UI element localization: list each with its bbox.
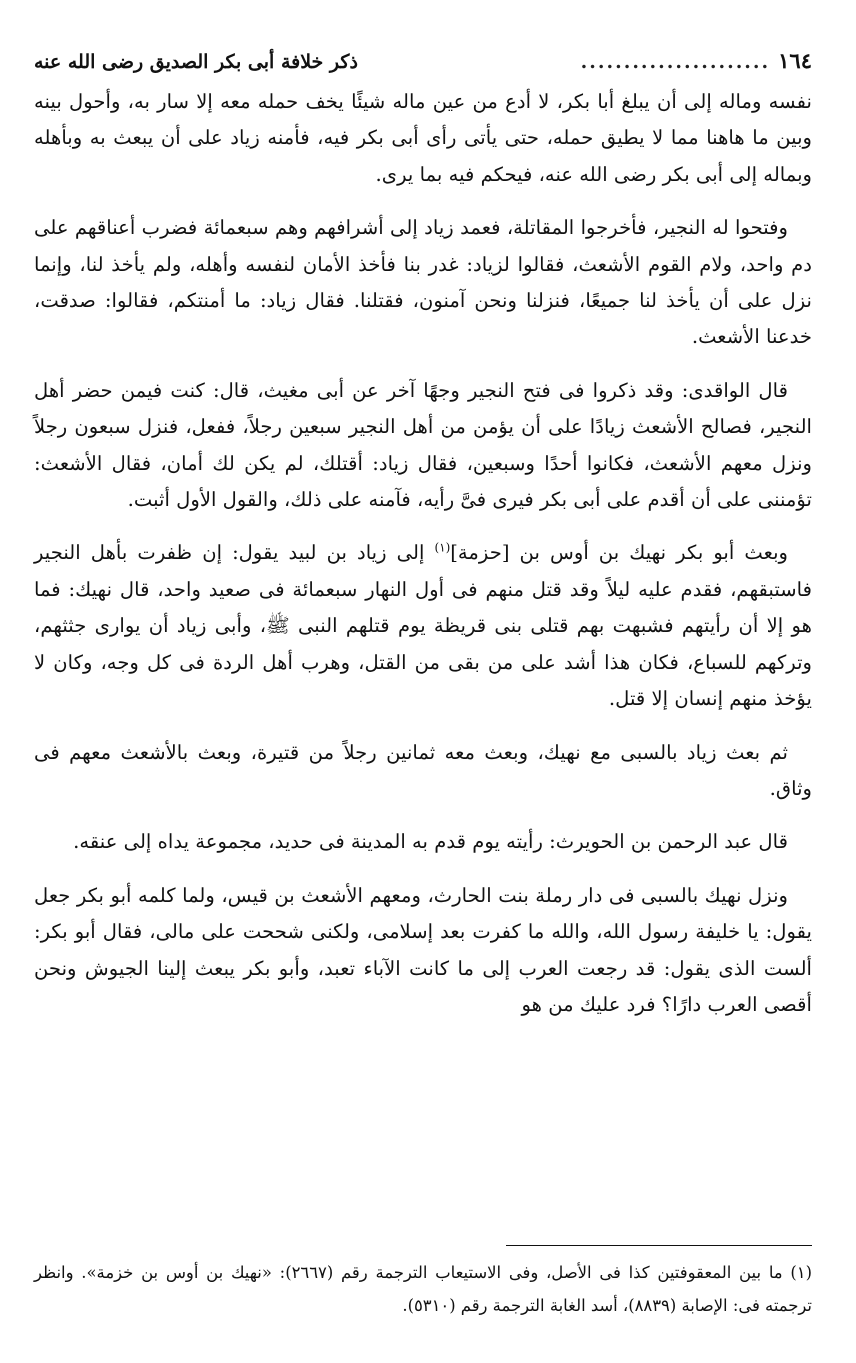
page-body — [34, 84, 812, 1023]
running-header — [34, 48, 812, 78]
paragraph-text: وبعث أبو بكر نهيك بن أوس بن [حزمة] — [450, 541, 788, 565]
paragraph — [34, 535, 812, 717]
footnote-reference: (١) — [434, 540, 451, 555]
chapter-title: ذكر خلافة أبى بكر الصديق رضى الله عنه — [34, 51, 358, 73]
page-number: ١٦٤ — [778, 48, 812, 73]
paragraph: نفسه وماله إلى أن يبلغ أبا بكر، لا أدع من عين ماله شيئًا يخف حمله معه إلا سار به، وأحول بينه وبين ما هاهنا مما لا يطيق حمله، حتى يأتى رأى أبى بكر فيه، فأمنه زياد على أن يبعث به وبأهله وبماله إلى أبى بكر رضى الله عنه، فيحكم فيه بما يرى. — [34, 90, 812, 186]
header-leader-dots: ...................... — [580, 51, 771, 73]
footnote: (١) ما بين المعقوفتين كذا فى الأصل، وفى الاستيعاب الترجمة رقم (٢٦٦٧): «نهيك بن أوس بن خزمة». وانظر ترجمته فى: الإصابة (٨٨٣٩)، أسد الغابة الترجمة رقم (٥٣١٠). — [34, 1263, 812, 1315]
paragraph-text: إلى زياد بن لبيد يقول: إن ظفرت بأهل النجير فاستبقهم، فقدم عليه ليلاً وقد قتل منهم فى أول النهار سبعمائة فى صعيد واحد، — [34, 541, 812, 601]
book-page — [34, 48, 812, 1338]
paragraph: ونزل نهيك بالسبى فى دار رملة بنت الحارث، ومعهم الأشعث بن قيس، ولما كلمه أبو بكر جعل يقول: يا خليفة رسول الله، والله ما كفرت بعد إسلامى، ولكنى شححت على مالى، فقال أبو بكر: ألست الذى يقول: قد رجعت العرب إلى ما كانت الآباء تعبد، وأبو بكر يبعث إلينا الجيوش ونحن أقصى العرب دارًا؟ فرد عليك من هو — [34, 883, 812, 1016]
paragraph: ثم بعث زياد بالسبى مع نهيك، وبعث معه ثمانين رجلاً من قتيرة، وبعث بالأشعث معهم فى وثاق. — [34, 740, 812, 800]
paragraph: وفتحوا له النجير، فأخرجوا المقاتلة، فعمد زياد إلى أشرافهم وهم سبعمائة فضرب أعناقهم على دم واحد، ولام القوم الأشعث، فقالوا لزياد: غدر بنا فأخذ الأمان لنفسه وأهله، ولم يأخذ لنا، وإنما نزل على أن يأخذ لنا جميعًا، فنزلنا ونحن آمنون، فقتلنا. فقال زياد: ما أمنتكم، فقالوا: صدقت، خدعنا الأشعث. — [34, 216, 812, 349]
paragraph-text: قال نهيك: فما هو إلا أن رأيتهم فشبهت بهم قتلى بنى قريظة يوم قتلهم النبى ﷺ، وأبى زياد أن يوارى جثثهم، وتركهم للسباع، فكان هذا أشد على من بقى من القتل، وهرب أهل الردة فى كل وجه، وكان لا يؤخذ منهم إنسان إلا قتل. — [34, 577, 812, 711]
footnote-separator — [506, 1245, 812, 1246]
paragraph: قال عبد الرحمن بن الحويرث: رأيته يوم قدم به المدينة فى حديد، مجموعة يداه إلى عنقه. — [73, 830, 788, 854]
paragraph: قال الواقدى: وقد ذكروا فى فتح النجير وجهًا آخر عن أبى مغيث، قال: كنت فيمن حضر أهل النجير، فصالح الأشعث زيادًا على أن يؤمن من أهل النجير سبعين رجلاً، ففعل، فنزل سبعون رجلاً ونزل معهم الأشعث، فكانوا أحدًا وسبعين، فقال زياد: أقتلك، لم يكن لك أمان، فقال الأشعث: تؤمننى على أن أقدم على أبى بكر فيرى فىَّ رأيه، فآمنه على ذلك، والقول الأول أثبت. — [34, 378, 812, 512]
